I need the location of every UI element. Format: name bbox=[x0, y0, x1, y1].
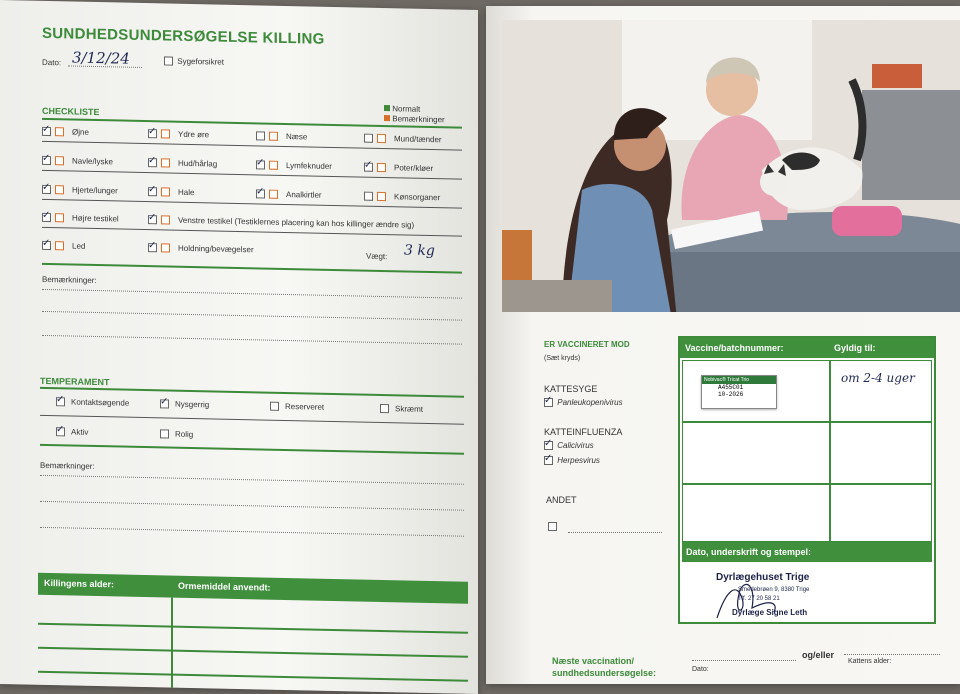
remarks-line-2 bbox=[42, 311, 462, 321]
legend-green-square bbox=[384, 105, 390, 111]
checklist-remarks-checkbox[interactable] bbox=[161, 130, 170, 139]
temperament-checkbox[interactable] bbox=[56, 428, 65, 437]
checklist-item[interactable] bbox=[256, 160, 332, 171]
checklist-remarks-checkbox[interactable] bbox=[161, 216, 170, 225]
checklist-normal-checkbox[interactable] bbox=[148, 243, 157, 252]
vaccine-table bbox=[678, 336, 936, 624]
checklist-item-label: Lymfeknuder bbox=[286, 160, 332, 171]
calici-option[interactable] bbox=[544, 441, 594, 450]
vaccine-cell-3[interactable] bbox=[682, 484, 830, 542]
vaccine-table-header bbox=[680, 338, 934, 358]
temperament-option[interactable] bbox=[56, 397, 129, 408]
herpes-checkbox[interactable] bbox=[544, 456, 553, 465]
checklist-bottom-rule bbox=[42, 263, 462, 273]
next-date-line[interactable] bbox=[692, 660, 796, 661]
checklist-remarks-checkbox[interactable] bbox=[377, 134, 386, 143]
sign-header: Dato, underskrift og stempel: bbox=[686, 547, 812, 557]
checklist-item[interactable] bbox=[42, 213, 119, 224]
temperament-label: Rolig bbox=[175, 429, 194, 440]
temperament-checkbox[interactable] bbox=[160, 400, 169, 409]
temperament-option[interactable] bbox=[380, 404, 423, 414]
checklist-item[interactable] bbox=[148, 215, 414, 230]
stamp-phone: Tlf. 27 20 58 21 bbox=[738, 596, 780, 602]
family-cat-photo bbox=[502, 20, 960, 312]
checklist-remarks-checkbox[interactable] bbox=[377, 192, 386, 201]
temperament-bottom-rule bbox=[40, 444, 464, 454]
deworm-row-1 bbox=[38, 623, 468, 634]
age-header: Killingens alder: bbox=[44, 577, 115, 590]
legend-remarks bbox=[384, 114, 445, 124]
temperament-checkbox[interactable] bbox=[270, 402, 279, 411]
checklist-item-label: Ydre øre bbox=[178, 129, 210, 140]
checklist-remarks-checkbox[interactable] bbox=[55, 186, 64, 195]
checklist-item-label: Navle/lyske bbox=[72, 156, 113, 167]
valid-cell-1[interactable] bbox=[830, 360, 932, 422]
temperament-option[interactable] bbox=[160, 399, 209, 409]
temperament-mid-rule bbox=[40, 415, 464, 425]
checklist-remarks-checkbox[interactable] bbox=[55, 128, 64, 137]
checklist-remarks-checkbox[interactable] bbox=[377, 163, 386, 172]
temperament-checkbox[interactable] bbox=[160, 430, 169, 439]
checklist-remarks-checkbox[interactable] bbox=[161, 159, 170, 168]
sticker-lot: A455C01 bbox=[718, 384, 744, 391]
sygeforsikret-label: Sygeforsikret bbox=[177, 56, 224, 67]
checklist-normal-checkbox[interactable] bbox=[42, 127, 51, 136]
vaccine-sticker bbox=[701, 375, 777, 409]
temperament-option[interactable] bbox=[270, 402, 324, 413]
photo-illustration bbox=[502, 20, 960, 312]
checklist-item[interactable] bbox=[42, 241, 85, 251]
checklist-item-label: Mund/tænder bbox=[394, 134, 442, 145]
checklist-item-label: Øjne bbox=[72, 127, 89, 137]
checklist-normal-checkbox[interactable] bbox=[148, 129, 157, 138]
checklist-item[interactable] bbox=[148, 243, 254, 255]
checklist-normal-checkbox[interactable] bbox=[148, 187, 157, 196]
date-line bbox=[68, 65, 142, 68]
checklist-normal-checkbox[interactable] bbox=[42, 241, 51, 250]
sygeforsikret-checkbox[interactable] bbox=[164, 57, 173, 66]
checklist-normal-checkbox[interactable] bbox=[256, 190, 265, 199]
checklist-item[interactable] bbox=[364, 192, 440, 203]
checklist-item[interactable] bbox=[148, 187, 194, 197]
temperament-checkbox[interactable] bbox=[56, 398, 65, 407]
checklist-normal-checkbox[interactable] bbox=[364, 192, 373, 201]
next-label-2: sundhedsundersøgelse: bbox=[552, 668, 657, 678]
signature-mark bbox=[712, 578, 782, 622]
right-page bbox=[486, 6, 960, 684]
stamp-name: Dyrlægehuset Trige bbox=[716, 572, 810, 583]
calici-checkbox[interactable] bbox=[544, 441, 553, 450]
legend-normal-label: Normalt bbox=[392, 104, 421, 114]
checklist-item[interactable] bbox=[364, 163, 433, 174]
sign-header-bar bbox=[682, 542, 932, 562]
checklist-normal-checkbox[interactable] bbox=[364, 163, 373, 172]
legend-remarks-label: Bemærkninger bbox=[392, 114, 445, 125]
checklist-normal-checkbox[interactable] bbox=[42, 185, 51, 194]
checklist-item-label: Kønsorganer bbox=[394, 192, 441, 203]
checklist-item[interactable] bbox=[148, 158, 217, 169]
checklist-normal-checkbox[interactable] bbox=[256, 132, 265, 141]
temperament-label: Aktiv bbox=[71, 427, 89, 437]
panleuk-option[interactable] bbox=[544, 398, 623, 407]
remarks2-line-2 bbox=[40, 501, 464, 511]
deworm-header: Ormemiddel anvendt: bbox=[178, 580, 271, 593]
remarks2-line-3 bbox=[40, 527, 464, 537]
checklist-remarks-checkbox[interactable] bbox=[161, 188, 170, 197]
panleuk-checkbox[interactable] bbox=[544, 398, 553, 407]
vaccine-cell-2[interactable] bbox=[682, 422, 830, 484]
checklist-remarks-checkbox[interactable] bbox=[161, 244, 170, 253]
andet-line bbox=[568, 532, 662, 533]
checklist-title: CHECKLISTE bbox=[42, 105, 100, 118]
checklist-remarks-checkbox[interactable] bbox=[269, 161, 278, 170]
stamp-address: Smedebrøen 9, 8380 Trige bbox=[738, 587, 810, 593]
valid-value: om 2-4 uger bbox=[841, 371, 915, 385]
valid-cell-3[interactable] bbox=[830, 484, 932, 542]
sticker-exp: 10-2026 bbox=[718, 391, 744, 398]
vacc-sub: (Sæt kryds) bbox=[544, 355, 581, 362]
vaccine-header: Vaccine/batchnummer: bbox=[685, 343, 784, 353]
weight-value[interactable]: 3 kg bbox=[404, 242, 435, 260]
herpes-label: Herpesvirus bbox=[557, 456, 600, 465]
checklist-item-label: Led bbox=[72, 241, 86, 251]
checklist-normal-checkbox[interactable] bbox=[148, 215, 157, 224]
andet-option[interactable] bbox=[548, 522, 559, 531]
remarks-line-3 bbox=[42, 335, 462, 345]
remarks-line-1 bbox=[42, 289, 462, 299]
checklist-item-label: Holdning/bevægelser bbox=[178, 243, 254, 255]
sticker-brand: Nobivac® Tricat Trio bbox=[702, 376, 776, 384]
legend-normal bbox=[384, 104, 420, 114]
calici-label: Calicivirus bbox=[557, 441, 594, 450]
checklist-remarks-checkbox[interactable] bbox=[55, 157, 64, 166]
left-page bbox=[0, 0, 478, 694]
herpes-option[interactable] bbox=[544, 456, 600, 465]
remarks2-line-1 bbox=[40, 475, 464, 485]
next-age-line[interactable] bbox=[844, 654, 940, 655]
panleuk-label: Panleukopenivirus bbox=[557, 398, 623, 407]
vaccine-cell-1[interactable] bbox=[682, 360, 830, 422]
temperament-label: Nysgerrig bbox=[175, 399, 210, 410]
checklist-normal-checkbox[interactable] bbox=[148, 158, 157, 167]
checklist-remarks-checkbox[interactable] bbox=[269, 190, 278, 199]
checklist-item[interactable] bbox=[364, 134, 442, 145]
remarks2-label: Bemærkninger: bbox=[40, 460, 95, 471]
checklist-item-label: Venstre testikel (Testiklernes placering kan hos killinger ændre sig) bbox=[178, 215, 415, 230]
checklist-item-label: Hjerte/lunger bbox=[72, 185, 118, 196]
checklist-item[interactable] bbox=[42, 156, 113, 167]
temperament-option[interactable] bbox=[56, 427, 88, 437]
vacc-title: ER VACCINERET MOD bbox=[544, 340, 630, 349]
temperament-option[interactable] bbox=[160, 429, 193, 439]
kattesyge-heading: KATTESYGE bbox=[544, 384, 598, 394]
checklist-remarks-checkbox[interactable] bbox=[55, 214, 64, 223]
stamp-vet: Dyrlæge Signe Leth bbox=[732, 608, 808, 617]
katteinfluenza-heading: KATTEINFLUENZA bbox=[544, 427, 623, 437]
checklist-item[interactable] bbox=[42, 127, 89, 137]
checklist-normal-checkbox[interactable] bbox=[256, 161, 265, 170]
remarks-label: Bemærkninger: bbox=[42, 274, 97, 286]
andet-heading: ANDET bbox=[546, 495, 577, 505]
checklist-item-label: Næse bbox=[286, 131, 308, 142]
deworm-row-2 bbox=[38, 647, 468, 658]
weight-label: Vægt: bbox=[366, 251, 388, 262]
temperament-title: TEMPERAMENT bbox=[40, 375, 110, 388]
temperament-label: Kontaktsøgende bbox=[71, 397, 130, 408]
page-title: SUNDHEDSUNDERSØGELSE KILLING bbox=[42, 24, 325, 48]
temperament-label: Skræmt bbox=[395, 404, 423, 414]
checklist-item-label: Analkirtler bbox=[286, 189, 322, 200]
valid-header: Gyldig til: bbox=[834, 343, 876, 353]
temperament-rule bbox=[40, 387, 464, 397]
checklist-normal-checkbox[interactable] bbox=[42, 213, 51, 222]
legend-orange-square bbox=[384, 115, 390, 121]
date-label: Dato: bbox=[42, 57, 62, 68]
sygeforsikret-option[interactable] bbox=[164, 56, 224, 67]
checklist-item-label: Hale bbox=[178, 187, 195, 198]
checklist-normal-checkbox[interactable] bbox=[42, 156, 51, 165]
checklist-item[interactable] bbox=[148, 129, 209, 140]
deworm-row-3 bbox=[38, 671, 468, 682]
kitten-age-label: Kattens alder: bbox=[848, 658, 892, 665]
checklist-remarks-checkbox[interactable] bbox=[55, 242, 64, 251]
checklist-item[interactable] bbox=[42, 185, 118, 196]
valid-cell-2[interactable] bbox=[830, 422, 932, 484]
temperament-label: Reserveret bbox=[285, 401, 325, 412]
date-value[interactable]: 3/12/24 bbox=[72, 48, 130, 68]
next-date-label: Dato: bbox=[692, 666, 709, 673]
next-label-1: Næste vaccination/ bbox=[552, 656, 635, 666]
temperament-checkbox[interactable] bbox=[380, 404, 389, 413]
or-label: og/eller bbox=[802, 650, 835, 660]
checklist-item[interactable] bbox=[256, 189, 322, 200]
checklist-item-label: Højre testikel bbox=[72, 213, 119, 224]
deworm-table-header bbox=[38, 573, 468, 604]
checklist-item-label: Hud/hårlag bbox=[178, 158, 218, 169]
checklist-remarks-checkbox[interactable] bbox=[269, 132, 278, 141]
checklist-item-label: Poter/kløer bbox=[394, 163, 434, 174]
checklist-item[interactable] bbox=[256, 131, 307, 141]
checklist-normal-checkbox[interactable] bbox=[364, 134, 373, 143]
andet-checkbox[interactable] bbox=[548, 522, 557, 531]
